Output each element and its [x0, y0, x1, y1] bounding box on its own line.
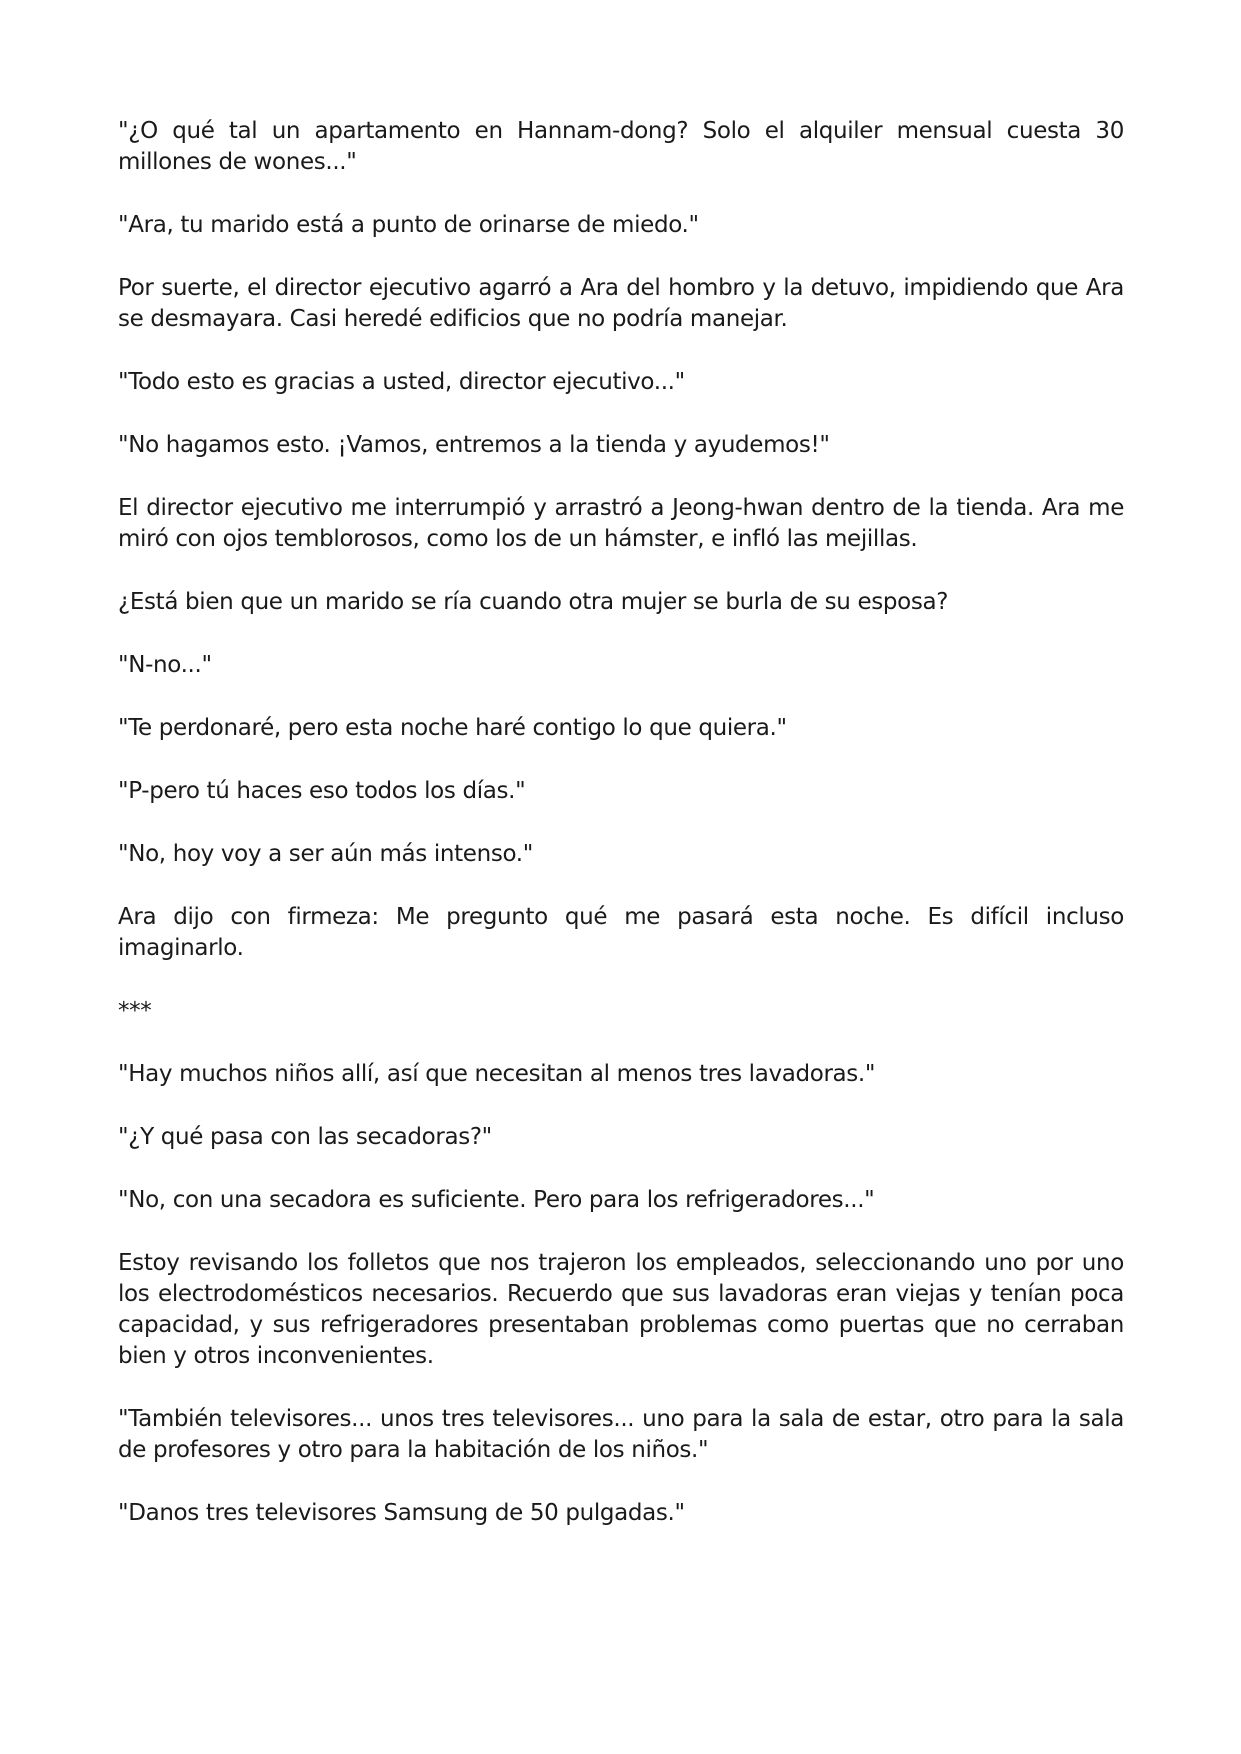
paragraph: Estoy revisando los folletos que nos trajeron los empleados, seleccionando uno por uno los electrodomésticos necesarios. Recuerdo que sus lavadoras eran viejas y tenían poca capacidad, y sus refrigeradores presentaban problemas como puertas que no cerraban bien y otros inconvenientes.	[118, 1250, 1124, 1369]
paragraph: "No, hoy voy a ser aún más intenso."	[118, 841, 533, 867]
document-body	[118, 116, 1124, 1561]
paragraph: "N-no..."	[118, 652, 212, 678]
paragraph: Por suerte, el director ejecutivo agarró a Ara del hombro y la detuvo, impidiendo que Ara se desmayara. Casi heredé edificios que no podría manejar.	[118, 275, 1124, 332]
paragraph: "¿O qué tal un apartamento en Hannam-dong? Solo el alquiler mensual cuesta 30 millones de wones..."	[118, 118, 1124, 175]
paragraph: "Danos tres televisores Samsung de 50 pulgadas."	[118, 1500, 685, 1526]
paragraph: El director ejecutivo me interrumpió y arrastró a Jeong-hwan dentro de la tienda. Ara me miró con ojos temblorosos, como los de un hámster, e infló las mejillas.	[118, 495, 1124, 552]
scene-break: ***	[118, 998, 152, 1024]
paragraph: Ara dijo con firmeza: Me pregunto qué me pasará esta noche. Es difícil incluso imaginarlo.	[118, 904, 1124, 961]
paragraph: "También televisores... unos tres televisores... uno para la sala de estar, otro para la sala de profesores y otro para la habitación de los niños."	[118, 1406, 1124, 1463]
paragraph: "Ara, tu marido está a punto de orinarse de miedo."	[118, 212, 699, 238]
paragraph: ¿Está bien que un marido se ría cuando otra mujer se burla de su esposa?	[118, 589, 949, 615]
paragraph: "No hagamos esto. ¡Vamos, entremos a la tienda y ayudemos!"	[118, 432, 830, 458]
paragraph: "P-pero tú haces eso todos los días."	[118, 778, 526, 804]
paragraph: "Te perdonaré, pero esta noche haré contigo lo que quiera."	[118, 715, 787, 741]
paragraph: "Hay muchos niños allí, así que necesitan al menos tres lavadoras."	[118, 1061, 876, 1087]
paragraph: "No, con una secadora es suficiente. Pero para los refrigeradores..."	[118, 1187, 875, 1213]
paragraph: "Todo esto es gracias a usted, director ejecutivo..."	[118, 369, 685, 395]
paragraph: "¿Y qué pasa con las secadoras?"	[118, 1124, 492, 1150]
